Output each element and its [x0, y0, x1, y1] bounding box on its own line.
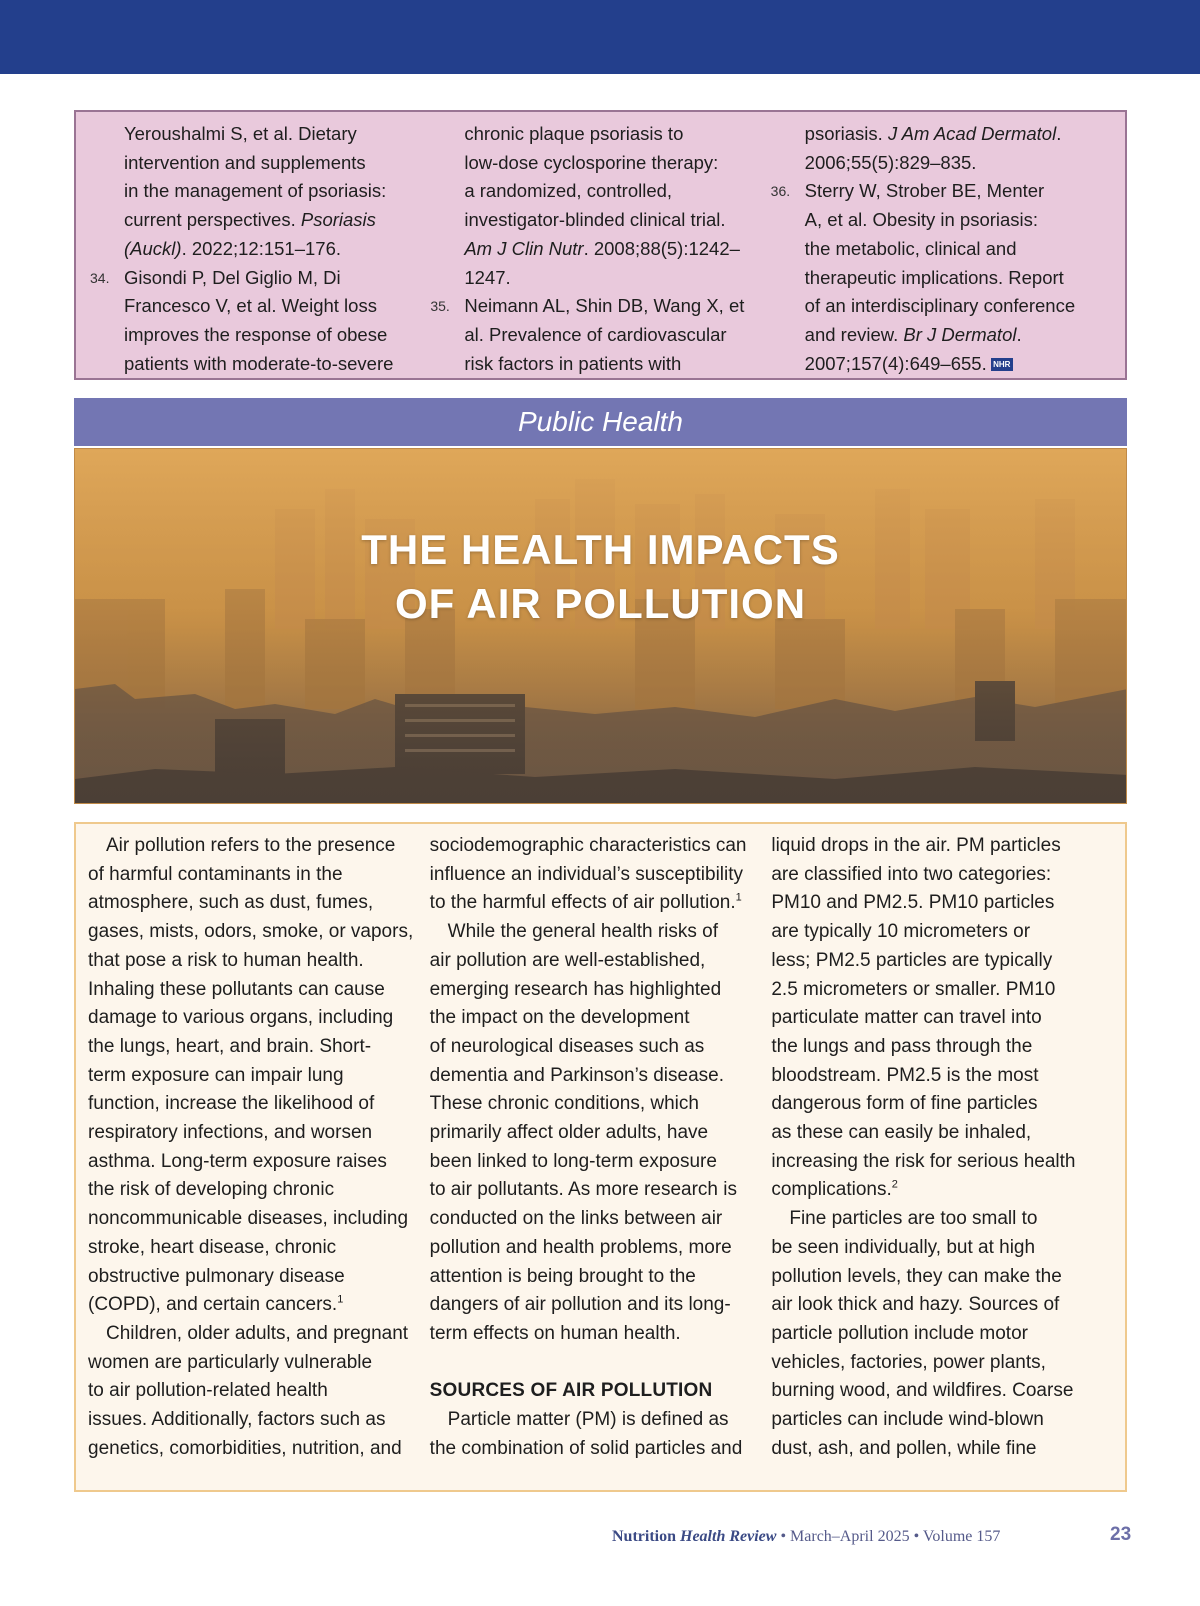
article-line	[88, 1004, 430, 1033]
article-text: the impact on the development	[429, 1007, 690, 1029]
reference-text: .	[1016, 323, 1022, 345]
reference-text: Gisondi P, Del Giglio M, Di	[124, 266, 341, 288]
reference-text: patients with moderate-to-severe	[124, 352, 394, 374]
article-line	[430, 1033, 772, 1062]
article-text: damage to various organs, including	[88, 1007, 394, 1029]
reference-line	[430, 206, 770, 235]
article-line	[88, 918, 430, 947]
article-line	[430, 1062, 772, 1091]
reference-number: 34.	[90, 269, 110, 286]
article-line	[88, 1033, 430, 1062]
reference-line	[90, 292, 430, 321]
journal-name: Am J Clin Nutr	[464, 237, 584, 259]
reference-text: A, et al. Obesity in psoriasis:	[804, 209, 1039, 231]
article-line	[430, 947, 772, 976]
article-line	[88, 1263, 430, 1292]
footer-brand-part1: Nutrition	[612, 1528, 680, 1545]
article-line	[88, 1406, 430, 1435]
article-line	[88, 1435, 430, 1464]
reference-text: Sterry W, Strober BE, Menter	[804, 180, 1045, 202]
reference-line	[90, 206, 430, 235]
article-line	[771, 1320, 1113, 1349]
article-line	[771, 1062, 1113, 1091]
article-text: genetics, comorbidities, nutrition, and	[88, 1437, 402, 1459]
article-line	[430, 1435, 772, 1464]
reference-line	[430, 350, 770, 379]
reference-text: of an interdisciplinary conference	[804, 295, 1076, 317]
reference-line	[771, 177, 1111, 206]
reference-line	[771, 264, 1111, 293]
article-text: emerging research has highlighted	[429, 978, 722, 1000]
article-line	[771, 976, 1113, 1005]
reference-line	[771, 149, 1111, 178]
references-column-1	[90, 120, 430, 378]
article-line	[430, 832, 772, 861]
article-text: burning wood, and wildfires. Coarse	[771, 1380, 1074, 1402]
reference-line	[430, 292, 770, 321]
top-header-bar	[0, 0, 1200, 74]
article-line	[88, 947, 430, 976]
article-line	[88, 1234, 430, 1263]
article-text: primarily affect older adults, have	[429, 1122, 709, 1144]
article-line	[430, 1234, 772, 1263]
article-line	[771, 1435, 1113, 1464]
reference-text: in the management of psoriasis:	[124, 180, 387, 202]
article-text: vehicles, factories, power plants,	[771, 1351, 1046, 1373]
article-line	[771, 1205, 1113, 1234]
paragraph-gap	[430, 1349, 772, 1378]
article-line	[88, 1119, 430, 1148]
article-line	[771, 1349, 1113, 1378]
article-text: gases, mists, odors, smoke, or vapors,	[88, 921, 414, 943]
article-text: dust, ash, and pollen, while fine	[771, 1437, 1037, 1459]
article-text: Fine particles are too small to	[789, 1208, 1038, 1230]
article-text: stroke, heart disease, chronic	[88, 1236, 337, 1258]
article-line	[771, 861, 1113, 890]
article-line	[430, 1090, 772, 1119]
article-text: as these can easily be inhaled,	[771, 1122, 1032, 1144]
reference-text: .	[1056, 123, 1062, 144]
article-text: noncommunicable diseases, including	[88, 1208, 409, 1230]
footer-issue: • March–April 2025 • Volume 157	[776, 1528, 1001, 1545]
article-line	[88, 832, 430, 861]
reference-line	[430, 120, 770, 149]
article-line	[771, 1176, 1113, 1205]
article-text: less; PM2.5 particles are typically	[771, 949, 1053, 971]
references-box	[74, 110, 1127, 380]
article-line	[88, 1090, 430, 1119]
article-line	[430, 1320, 772, 1349]
article-line	[430, 1263, 772, 1292]
article-line	[88, 1377, 430, 1406]
article-text: particle pollution include motor	[771, 1322, 1028, 1344]
journal-name: Br J Dermatol	[903, 323, 1017, 345]
reference-text: 1247.	[464, 266, 511, 288]
journal-name: Psoriasis	[300, 209, 376, 231]
article-text: been linked to long-term exposure	[429, 1150, 717, 1172]
article-line	[88, 1176, 430, 1205]
citation-superscript: 2	[891, 1179, 898, 1192]
reference-line	[771, 206, 1111, 235]
article-text: influence an individual’s susceptibility	[429, 863, 744, 885]
title-line-2: OF AIR POLLUTION	[394, 580, 807, 627]
reference-text: intervention and supplements	[124, 151, 366, 173]
article-text: While the general health risks of	[447, 921, 719, 943]
article-text: asthma. Long-term exposure raises	[88, 1150, 387, 1172]
article-text: the risk of developing chronic	[88, 1179, 335, 1201]
article-text: pollution and health problems, more	[429, 1236, 732, 1258]
article-text: particulate matter can travel into	[771, 1007, 1042, 1029]
article-line	[430, 1406, 772, 1435]
reference-line	[771, 321, 1111, 350]
article-line	[88, 1148, 430, 1177]
reference-text: . 2008;88(5):1242–	[583, 237, 740, 259]
article-text: be seen individually, but at high	[771, 1236, 1036, 1258]
article-text: Particle matter (PM) is defined as	[447, 1409, 729, 1431]
reference-text: therapeutic implications. Report	[804, 266, 1064, 288]
reference-number: 35.	[430, 298, 450, 315]
article-text: increasing the risk for serious health	[771, 1150, 1076, 1172]
reference-line	[90, 149, 430, 178]
reference-text: and review.	[804, 323, 904, 345]
article-title	[75, 523, 1126, 631]
reference-text: Francesco V, et al. Weight loss	[124, 295, 377, 317]
article-text: of harmful contaminants in the	[88, 863, 343, 885]
article-text: Inhaling these pollutants can cause	[88, 978, 385, 1000]
article-text: the lungs, heart, and brain. Short-	[88, 1035, 372, 1057]
article-body	[74, 822, 1127, 1492]
article-text: term exposure can impair lung	[88, 1064, 344, 1086]
article-line	[771, 832, 1113, 861]
article-line	[88, 1062, 430, 1091]
reference-line	[771, 350, 1111, 379]
article-text: attention is being brought to the	[429, 1265, 696, 1287]
article-text: particles can include wind-blown	[771, 1409, 1044, 1431]
reference-line	[771, 120, 1111, 149]
section-heading	[430, 1377, 772, 1406]
reference-text: chronic plaque psoriasis to	[464, 123, 684, 144]
reference-text: psoriasis.	[804, 123, 888, 144]
article-line	[771, 1004, 1113, 1033]
reference-number: 36.	[770, 183, 791, 200]
article-text: of neurological diseases such as	[429, 1035, 705, 1057]
article-text: are classified into two categories:	[771, 863, 1052, 885]
article-line	[88, 1291, 430, 1320]
reference-line	[430, 321, 770, 350]
article-text: SOURCES OF AIR POLLUTION	[429, 1380, 713, 1402]
article-text: bloodstream. PM2.5 is the most	[771, 1064, 1039, 1086]
article-text: air pollution are well-established,	[429, 949, 706, 971]
article-column-2	[430, 832, 772, 1490]
article-line	[771, 918, 1113, 947]
reference-line	[430, 177, 770, 206]
reference-line	[430, 235, 770, 264]
article-column-1	[88, 832, 430, 1490]
article-line	[771, 1263, 1113, 1292]
article-line	[771, 1291, 1113, 1320]
reference-line	[771, 235, 1111, 264]
reference-text: Yeroushalmi S, et al. Dietary	[124, 123, 357, 144]
reference-line	[430, 264, 770, 293]
article-text: sociodemographic characteristics can	[429, 835, 747, 856]
article-line	[88, 1349, 430, 1378]
references-column-2	[430, 120, 770, 378]
article-text: issues. Additionally, factors such as	[88, 1409, 386, 1431]
article-text: dementia and Parkinson’s disease.	[429, 1064, 725, 1086]
article-line	[771, 1148, 1113, 1177]
article-text: the combination of solid particles and	[429, 1437, 743, 1459]
article-text: liquid drops in the air. PM particles	[771, 835, 1061, 856]
reference-text: 2006;55(5):829–835.	[804, 151, 977, 173]
article-line	[430, 861, 772, 890]
article-line	[430, 1004, 772, 1033]
article-column-3	[771, 832, 1113, 1490]
reference-text: al. Prevalence of cardiovascular	[464, 323, 727, 345]
reference-line	[90, 235, 430, 264]
article-text: obstructive pulmonary disease	[88, 1265, 345, 1287]
reference-line	[90, 321, 430, 350]
article-line	[430, 889, 772, 918]
article-text: respiratory infections, and worsen	[88, 1122, 373, 1144]
article-text: atmosphere, such as dust, fumes,	[88, 892, 374, 914]
reference-text: current perspectives.	[124, 209, 301, 231]
reference-text: Neimann AL, Shin DB, Wang X, et	[464, 295, 745, 317]
reference-line	[430, 149, 770, 178]
reference-line	[90, 177, 430, 206]
reference-text: a randomized, controlled,	[464, 180, 673, 202]
article-line	[771, 1033, 1113, 1062]
article-line	[88, 889, 430, 918]
article-line	[771, 1234, 1113, 1263]
article-text: Air pollution refers to the presence	[106, 835, 396, 856]
reference-line	[771, 292, 1111, 321]
article-line	[88, 1205, 430, 1234]
article-line	[430, 1176, 772, 1205]
section-label: Public Health	[74, 398, 1127, 446]
article-line	[88, 1320, 430, 1349]
article-line	[430, 1205, 772, 1234]
article-text: pollution levels, they can make the	[771, 1265, 1062, 1287]
article-text: PM10 and PM2.5. PM10 particles	[771, 892, 1055, 914]
article-line	[88, 861, 430, 890]
article-line	[430, 976, 772, 1005]
article-line	[430, 1148, 772, 1177]
article-text: to air pollutants. As more research is	[429, 1179, 737, 1201]
article-text: 2.5 micrometers or smaller. PM10	[771, 978, 1056, 1000]
citation-superscript: 1	[337, 1293, 344, 1306]
references-column-3	[771, 120, 1111, 378]
journal-name: J Am Acad Dermatol	[887, 123, 1057, 144]
reference-text: improves the response of obese	[124, 323, 388, 345]
reference-text: investigator-blinded clinical trial.	[464, 209, 726, 231]
article-text: Children, older adults, and pregnant	[106, 1322, 409, 1344]
reference-text: . 2022;12:151–176.	[181, 237, 342, 259]
page-number: 23	[1110, 1524, 1132, 1545]
title-line-1: THE HEALTH IMPACTS	[361, 526, 840, 573]
article-text: conducted on the links between air	[429, 1208, 723, 1230]
article-line	[771, 889, 1113, 918]
article-text: that pose a risk to human health.	[88, 949, 364, 971]
citation-superscript: 1	[735, 892, 742, 905]
article-text: the lungs and pass through the	[771, 1035, 1033, 1057]
article-line	[771, 1119, 1113, 1148]
article-text: function, increase the likelihood of	[88, 1093, 375, 1115]
article-line	[88, 976, 430, 1005]
footer-publication-info	[612, 1528, 1052, 1546]
footer-brand-part2: Health Review	[680, 1528, 777, 1545]
reference-text: low-dose cyclosporine therapy:	[464, 151, 719, 173]
article-text: air look thick and hazy. Sources of	[771, 1294, 1060, 1316]
article-text: are typically 10 micrometers or	[771, 921, 1031, 943]
article-line	[430, 1291, 772, 1320]
article-line	[771, 1090, 1113, 1119]
reference-text: the metabolic, clinical and	[804, 237, 1017, 259]
reference-line	[90, 264, 430, 293]
article-text: dangerous form of fine particles	[771, 1093, 1038, 1115]
article-text: to the harmful effects of air pollution.	[429, 892, 736, 914]
article-text: to air pollution-related health	[88, 1380, 328, 1402]
journal-name: (Auckl)	[124, 237, 182, 259]
article-line	[771, 1406, 1113, 1435]
article-text: These chronic conditions, which	[429, 1093, 699, 1115]
article-line	[771, 1377, 1113, 1406]
nhr-end-badge-icon: NHR	[991, 358, 1013, 371]
reference-line	[90, 120, 430, 149]
article-text: complications.	[771, 1179, 892, 1201]
article-line	[771, 947, 1113, 976]
article-line	[430, 1119, 772, 1148]
article-text: (COPD), and certain cancers.	[88, 1294, 338, 1316]
reference-text: risk factors in patients with	[464, 352, 682, 374]
article-text: term effects on human health.	[429, 1322, 681, 1344]
reference-text: 2007;157(4):649–655.	[804, 352, 987, 374]
article-text: women are particularly vulnerable	[88, 1351, 373, 1373]
article-line	[430, 918, 772, 947]
reference-line	[90, 350, 430, 379]
article-text: dangers of air pollution and its long-	[429, 1294, 731, 1316]
hero-image	[74, 448, 1127, 804]
